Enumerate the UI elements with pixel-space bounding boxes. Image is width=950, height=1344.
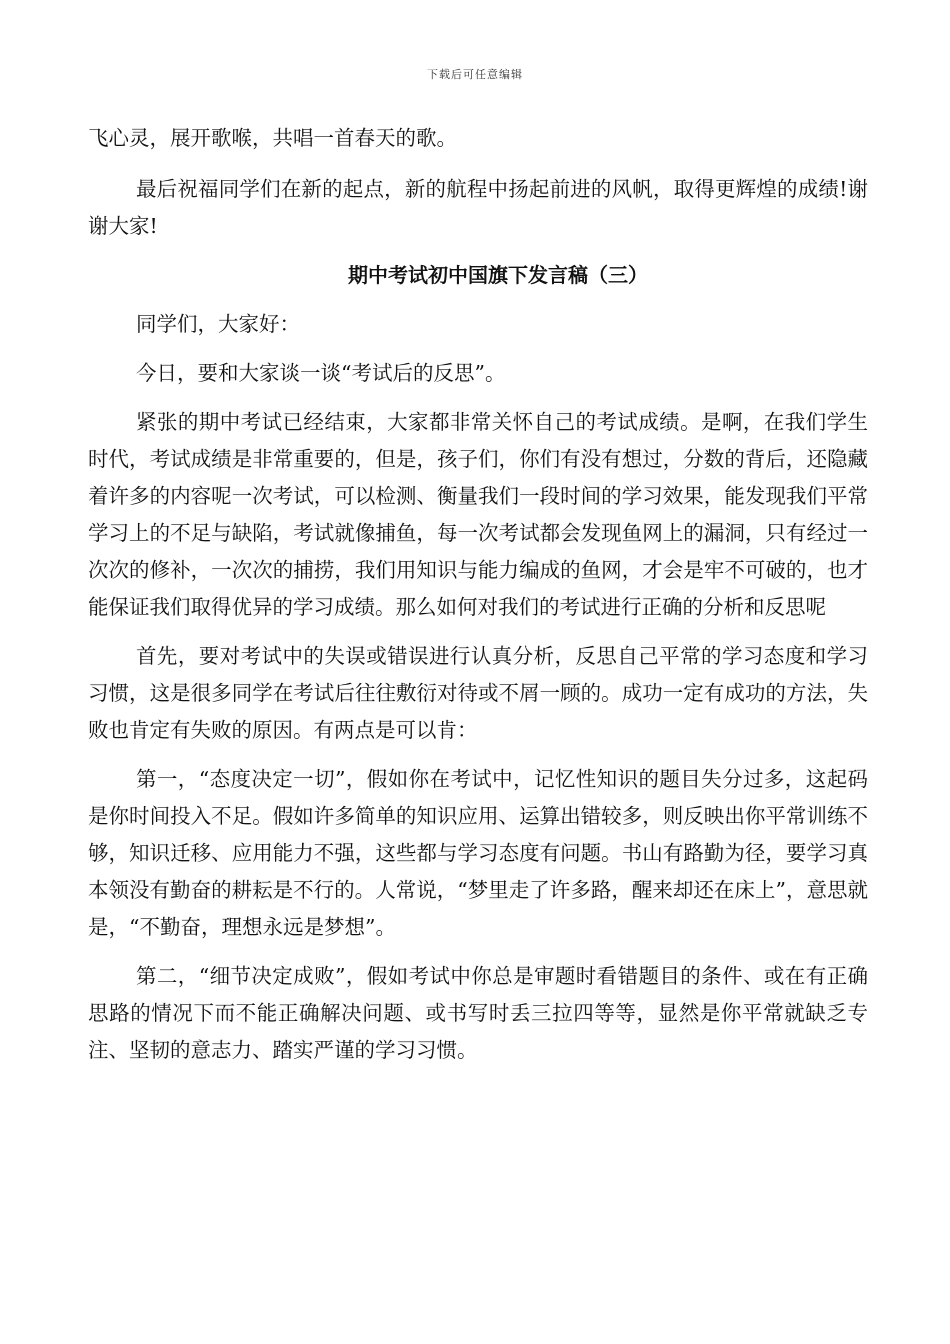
paragraph-topic: 今日，要和大家谈一谈“考试后的反思”。 (136, 361, 506, 385)
paragraph-point-two: 第二，“细节决定成败”，假如考试中你总是审题时看错题目的条件、或在有正确思路的情况下而不能正确解决问题、或书写时丢三拉四等等，显然是你平常就缺乏专注、坚韧的意志力、踏实严谨的学习习惯。 (88, 964, 868, 1062)
header-note: 下载后可任意编辑 (427, 68, 523, 81)
paragraph-continuation: 飞心灵，展开歌喉，共唱一首春天的歌。 (88, 126, 457, 150)
paragraph-point-one: 第一，“态度决定一切”，假如你在考试中，记忆性知识的题目失分过多，这起码是你时间投入不足。假如许多简单的知识应用、运算出错较多，则反映出你平常训练不够，知识迁移、应用能力不强，这些都与学习态度有问题。书山有路勤为径，要学习真本领没有勤奋的耕耘是不行的。人常说，“梦里走了许多路，醒来却还在床上”，意思就是，“不勤奋，理想永远是梦想”。 (88, 767, 868, 939)
section-title: 期中考试初中国旗下发言稿（三） (348, 263, 648, 287)
paragraph-greeting: 同学们，大家好： (136, 312, 300, 336)
paragraph-exam-reflection: 紧张的期中考试已经结束，大家都非常关怀自己的考试成绩。是啊，在我们学生时代，考试成绩是非常重要的，但是，孩子们，你们有没有想过，分数的背后，还隐藏着许多的内容呢一次考试，可以检测、衡量我们一段时间的学习效果，能发现我们平常学习上的不足与缺陷，考试就像捕鱼，每一次考试都会发现鱼网上的漏洞，只有经过一次次的修补，一次次的捕捞，我们用知识与能力编成的鱼网，才会是牢不可破的，也才能保证我们取得优异的学习成绩。那么如何对我们的考试进行正确的分析和反思呢 (88, 410, 868, 619)
document-body (88, 120, 868, 1081)
paragraph-closing-wishes: 最后祝福同学们在新的起点，新的航程中扬起前进的风帆，取得更辉煌的成绩!谢谢大家! (88, 177, 868, 238)
paragraph-first-analysis: 首先，要对考试中的失误或错误进行认真分析，反思自己平常的学习态度和学习习惯，这是很多同学在考试后往往敷衍对待或不屑一顾的。成功一定有成功的方法，失败也肯定有失败的原因。有两点是可以肯： (88, 644, 868, 742)
